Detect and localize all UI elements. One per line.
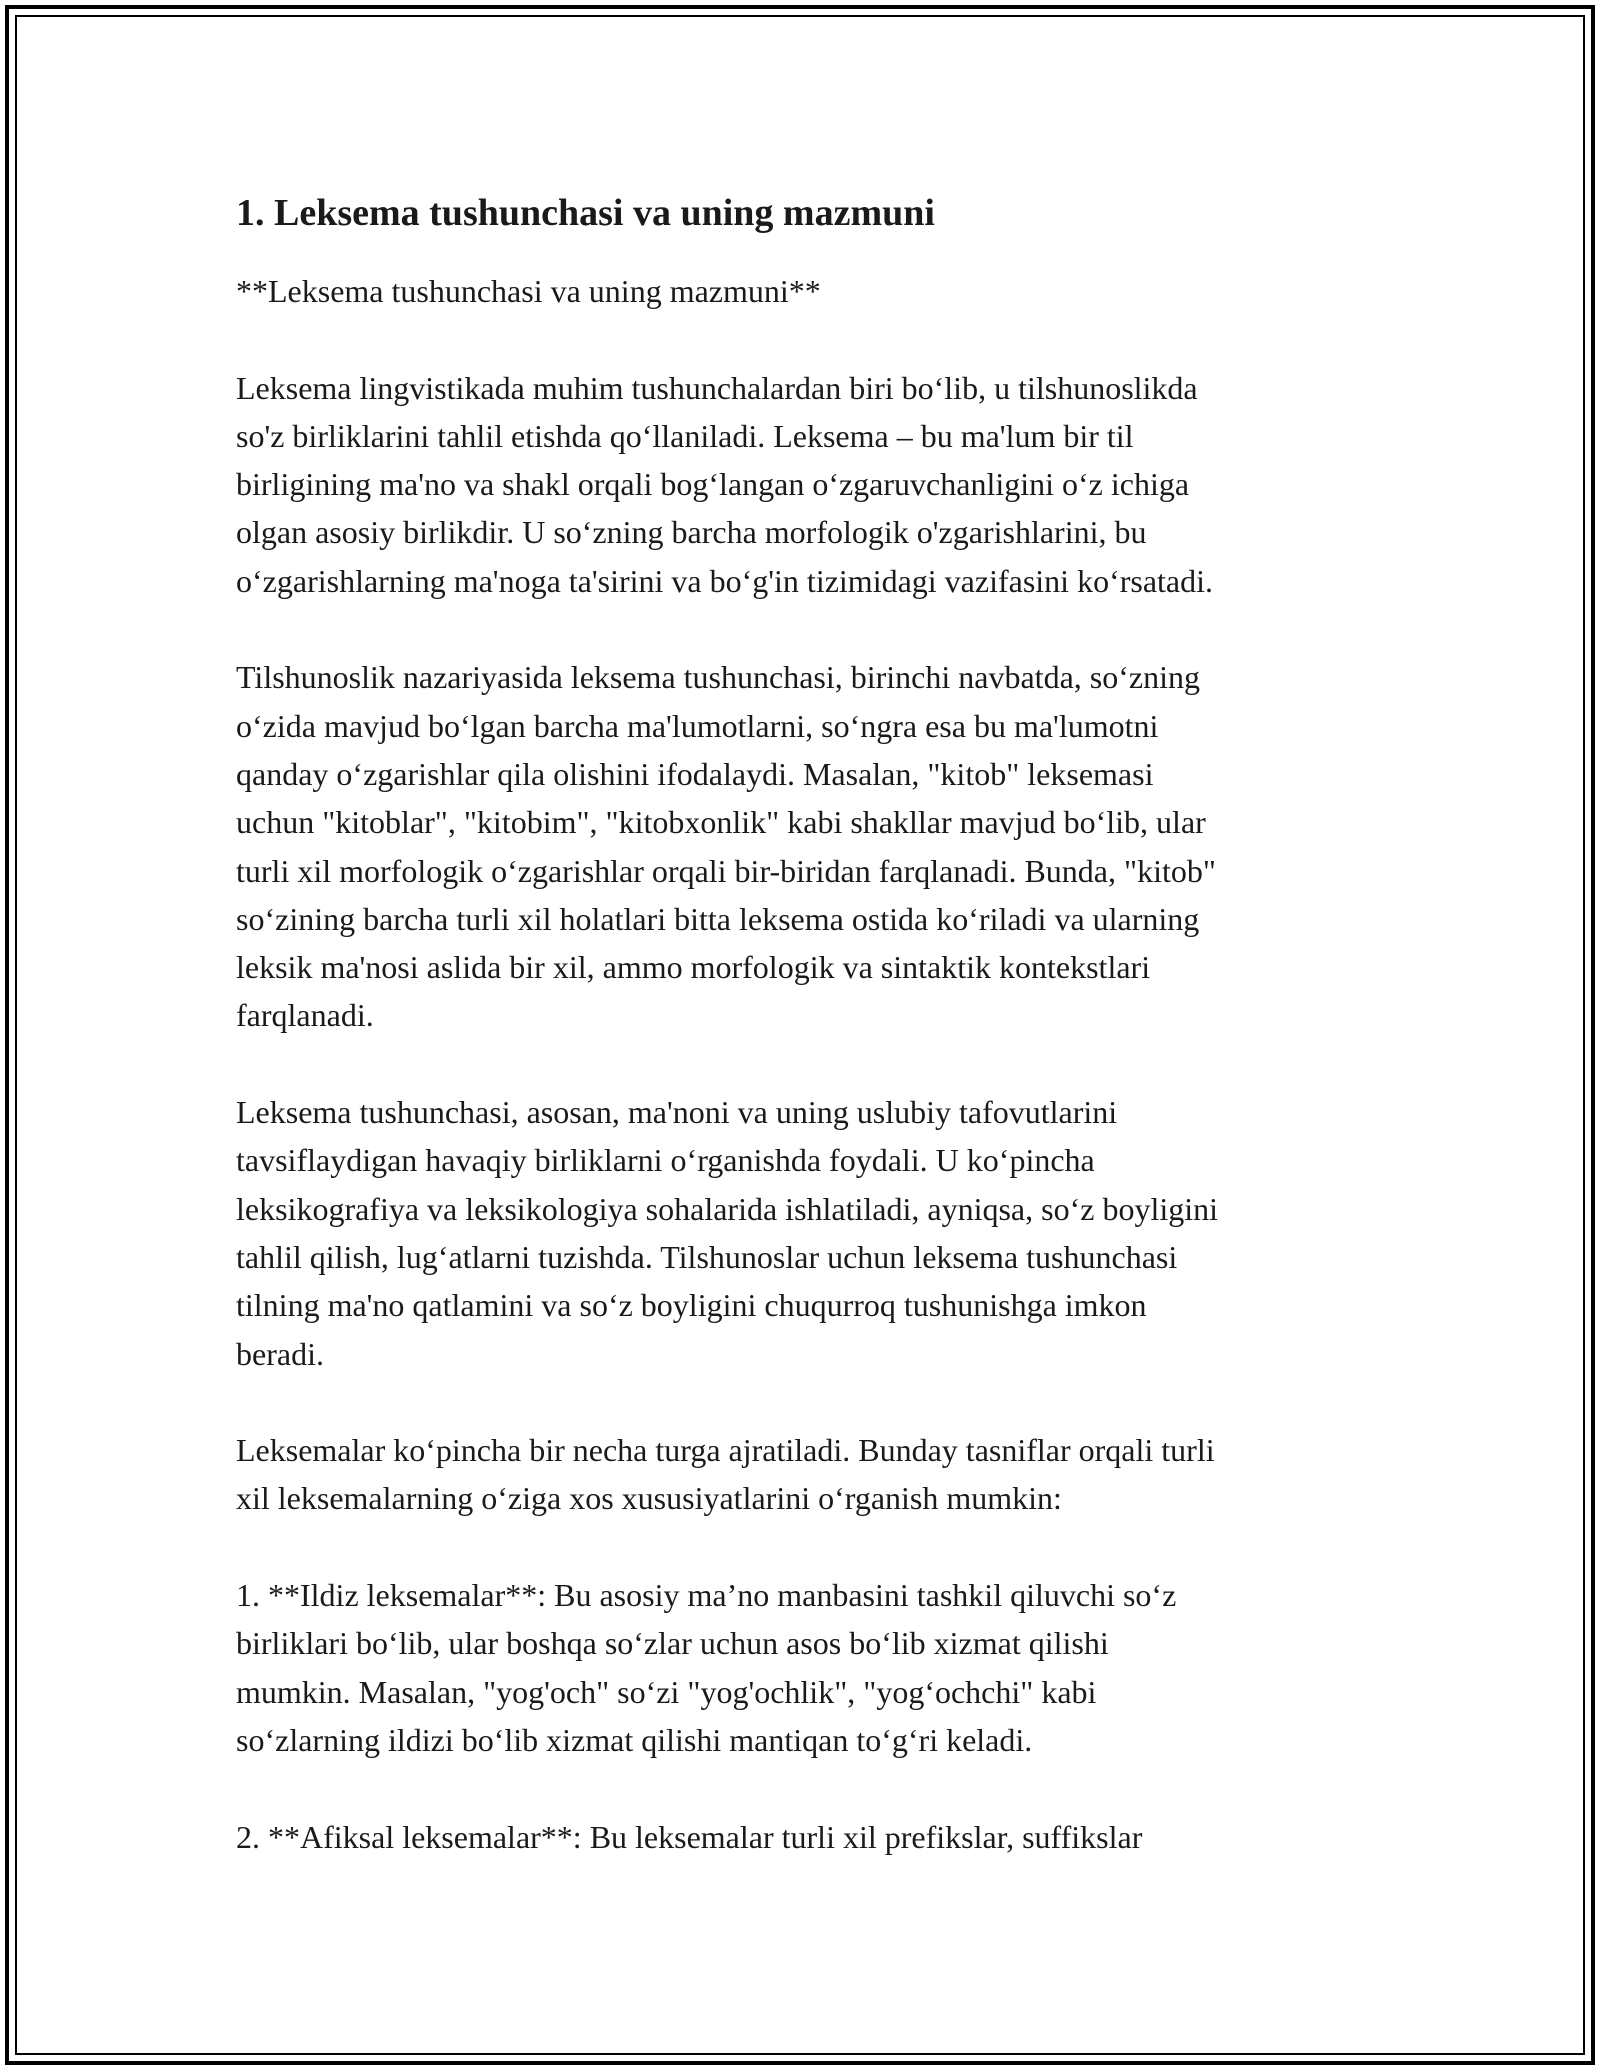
text-line: Leksema lingvistikada muhim tushunchalardan biri bo‘lib, u tilshunoslikda bbox=[236, 369, 1198, 406]
text-line: leksikografiya va leksikologiya sohalarida ishlatiladi, ayniqsa, so‘z boyligini bbox=[236, 1190, 1218, 1227]
text-line: Leksemalar ko‘pincha bir necha turga ajratiladi. Bunday tasniflar orqali turli bbox=[236, 1432, 1215, 1469]
text-line: birliklari bo‘lib, ular boshqa so‘zlar uchun asos bo‘lib xizmat qilishi bbox=[236, 1625, 1109, 1662]
text-line: o‘zgarishlarning ma'noga ta'sirini va bo‘g'in tizimidagi vazifasini ko‘rsatadi. bbox=[236, 562, 1214, 599]
text-line: xil leksemalarning o‘ziga xos xususiyatlarini o‘rganish mumkin: bbox=[236, 1480, 1062, 1517]
paragraph-subtitle bbox=[236, 267, 1386, 315]
text-line: turli xil morfologik o‘zgarishlar orqali bir-biridan farqlanadi. Bunda, "kitob" bbox=[236, 852, 1216, 889]
text-line: leksik ma'nosi aslida bir xil, ammo morfologik va sintaktik kontekstlari bbox=[236, 949, 1151, 986]
text-line: **Leksema tushunchasi va uning mazmuni** bbox=[236, 273, 821, 309]
text-line: so'z birliklarini tahlil etishda qo‘llaniladi. Leksema – bu ma'lum bir til bbox=[236, 417, 1134, 454]
text-line: qanday o‘zgarishlar qila olishini ifodalaydi. Masalan, "kitob" leksemasi bbox=[236, 755, 1154, 792]
text-line: mumkin. Masalan, "yog'och" so‘zi "yog'ochlik", "yog‘ochchi" kabi bbox=[236, 1673, 1097, 1710]
text-line: 1. **Ildiz leksemalar**: Bu asosiy ma’no manbasini tashkil qiluvchi so‘z bbox=[236, 1577, 1177, 1614]
page-title: 1. Leksema tushunchasi va uning mazmuni bbox=[236, 192, 935, 234]
text-line: Leksema tushunchasi, asosan, ma'noni va uning uslubiy tafovutlarini bbox=[236, 1094, 1118, 1131]
list-item-affix-lexemes bbox=[236, 1813, 1386, 1861]
text-line: beradi. bbox=[236, 1335, 324, 1372]
text-line: olgan asosiy birlikdir. U so‘zning barcha morfologik o'zgarishlarini, bu bbox=[236, 514, 1147, 551]
document-body bbox=[236, 187, 1386, 1909]
text-line: tahlil qilish, lug‘atlarni tuzishda. Tilshunoslar uchun leksema tushunchasi bbox=[236, 1238, 1178, 1275]
paragraph-theory bbox=[236, 653, 1386, 1039]
text-line: 2. **Afiksal leksemalar**: Bu leksemalar turli xil prefikslar, suffikslar bbox=[236, 1818, 1143, 1855]
text-line: Tilshunoslik nazariyasida leksema tushunchasi, birinchi navbatda, so‘zning bbox=[236, 659, 1200, 696]
text-line: o‘zida mavjud bo‘lgan barcha ma'lumotlarni, so‘ngra esa bu ma'lumotni bbox=[236, 707, 1159, 744]
text-line: farqlanadi. bbox=[236, 997, 374, 1034]
text-line: so‘zining barcha turli xil holatlari bitta leksema ostida ko‘riladi va ularning bbox=[236, 900, 1200, 937]
paragraph-types-intro bbox=[236, 1426, 1386, 1523]
list-item-root-lexemes bbox=[236, 1571, 1386, 1764]
text-line: tavsiflaydigan havaqiy birliklarni o‘rganishda foydali. U ko‘pincha bbox=[236, 1142, 1095, 1179]
text-line: birligining ma'no va shakl orqali bog‘langan o‘zgaruvchanligini o‘z ichiga bbox=[236, 466, 1190, 503]
paragraph-usage bbox=[236, 1088, 1386, 1378]
paragraph-definition bbox=[236, 364, 1386, 605]
text-line: uchun "kitoblar", "kitobim", "kitobxonlik" kabi shakllar mavjud bo‘lib, ular bbox=[236, 804, 1206, 841]
text-line: so‘zlarning ildizi bo‘lib xizmat qilishi mantiqan to‘g‘ri keladi. bbox=[236, 1721, 1033, 1758]
text-line: tilning ma'no qatlamini va so‘z boyligini chuqurroq tushunishga imkon bbox=[236, 1287, 1147, 1324]
